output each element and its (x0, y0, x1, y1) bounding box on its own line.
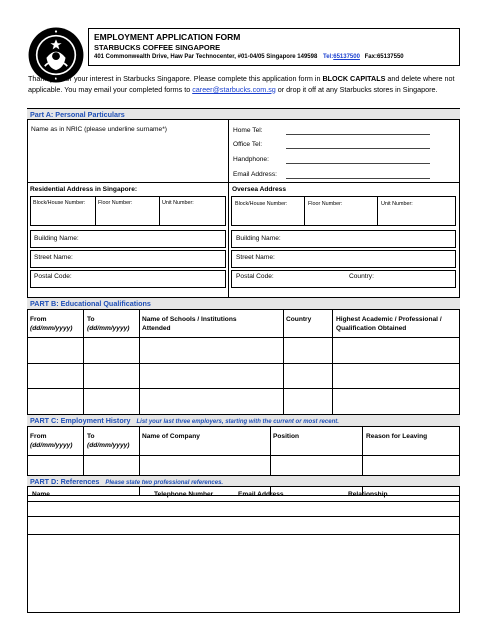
ref-col-email: Email Address (238, 491, 284, 498)
company-name: STARBUCKS COFFEE SINGAPORE (94, 43, 221, 52)
edu-row-line-2 (27, 363, 460, 364)
edu-to-label: To (87, 316, 95, 323)
edu-col-line-2 (139, 310, 140, 414)
res-unit-label: Unit Number: (162, 200, 194, 206)
intro-paragraph (28, 74, 463, 95)
name-label: Name as in NRIC (please underline surname*) (31, 126, 167, 133)
res-postal-label: Postal Code: (34, 273, 72, 280)
part-d-title-wrap (30, 477, 223, 486)
tel-link[interactable]: 65137500 (333, 54, 360, 60)
ref-col-name: Name (32, 491, 50, 498)
overseas-address-label: Oversea Address (232, 186, 287, 193)
emp-col-position: Position (273, 433, 300, 440)
ovs-postal-label: Postal Code: (236, 273, 274, 280)
part-a-rule (27, 182, 460, 183)
ref-col-phone: Telephone Number (154, 491, 214, 498)
edu-col-qualification (336, 315, 442, 333)
part-d-title: PART D: References (30, 477, 100, 486)
form-title: EMPLOYMENT APPLICATION FORM (94, 32, 241, 42)
ref-row-line-3 (27, 534, 460, 535)
edu-row-line-1 (27, 337, 460, 338)
res-street-label: Street Name: (34, 254, 73, 261)
edu-col-to (87, 315, 130, 333)
edu-qual-label-2: Qualification Obtained (336, 325, 407, 332)
part-b-title: PART B: Educational Qualifications (30, 299, 151, 308)
res-building-label: Building Name: (34, 235, 79, 242)
part-c-note: List your last three employers, starting with the current or most recent. (136, 419, 339, 425)
part-d-header (27, 475, 460, 487)
ref-row-line-1 (27, 501, 460, 502)
emp-col-to (87, 432, 130, 450)
ovs-unit-label: Unit Number: (381, 201, 413, 207)
emp-col-company: Name of Company (142, 433, 200, 440)
part-d-note: Please state two professional references. (105, 480, 224, 486)
emp-from-label: From (30, 433, 47, 440)
email-address-label: Email Address: (233, 171, 277, 178)
email-address-field[interactable] (286, 178, 430, 179)
edu-col-from (30, 315, 73, 333)
part-c-header (27, 414, 460, 427)
edu-to-format: (dd/mm/yyyy) (87, 325, 130, 332)
edu-school-label: Name of Schools / Institutions (142, 316, 237, 323)
intro-text-a: Thank you for your interest in Starbucks Singapore. Please complete this application form in (28, 74, 323, 83)
company-address: 401 Commonwealth Drive, Haw Par Technocenter, #01-04/05 Singapore 149598 (94, 54, 318, 60)
edu-from-format: (dd/mm/yyyy) (30, 325, 73, 332)
emp-to-label: To (87, 433, 95, 440)
part-a-header (27, 108, 460, 120)
handphone-field[interactable] (286, 163, 430, 164)
ovs-box-divider-2 (377, 196, 378, 226)
home-tel-label: Home Tel: (233, 127, 263, 134)
fax-number: Fax:65137550 (364, 54, 404, 60)
res-floor-label: Floor Number: (98, 200, 133, 206)
intro-bold: BLOCK CAPITALS (322, 74, 386, 83)
header-box (88, 28, 460, 66)
tel-label: Tel: (323, 54, 334, 60)
residential-address-label: Residential Address in Singapore: (30, 186, 138, 193)
ovs-block-house-label: Block/House Number: (235, 201, 288, 207)
emp-col-line-1 (83, 427, 84, 476)
ovs-country-label: Country: (349, 273, 374, 280)
edu-qual-label: Highest Academic / Professional / (336, 316, 442, 323)
edu-col-line-3 (283, 310, 284, 414)
part-a-title: Part A: Personal Particulars (30, 110, 125, 119)
edu-col-line-4 (332, 310, 333, 414)
ovs-floor-label: Floor Number: (308, 201, 343, 207)
edu-col-line-1 (83, 310, 84, 414)
company-address-line (94, 53, 454, 62)
part-c-title-wrap (30, 416, 339, 425)
emp-from-format: (dd/mm/yyyy) (30, 442, 73, 449)
ref-row-line-2 (27, 516, 460, 517)
form-frame (27, 108, 460, 613)
emp-to-format: (dd/mm/yyyy) (87, 442, 130, 449)
emp-col-from (30, 432, 73, 450)
edu-row-line-3 (27, 388, 460, 389)
ovs-box-divider-1 (304, 196, 305, 226)
edu-col-school (142, 315, 237, 333)
office-tel-field[interactable] (286, 148, 430, 149)
intro-text-b: and delete where not applicable. You may email your completed forms to (28, 74, 455, 94)
handphone-label: Handphone: (233, 156, 269, 163)
office-tel-label: Office Tel: (233, 141, 263, 148)
res-box-divider-2 (159, 196, 160, 226)
res-box-divider-1 (95, 196, 96, 226)
emp-row-line-1 (27, 455, 460, 456)
part-b-header (27, 297, 460, 310)
email-link[interactable]: career@starbucks.com.sg (192, 84, 276, 94)
part-a-divider (228, 120, 229, 297)
intro-text-c: or drop it off at any Starbucks stores in Singapore. (275, 84, 438, 94)
emp-col-reason: Reason for Leaving (366, 433, 428, 440)
edu-from-label: From (30, 316, 47, 323)
ovs-street-label: Street Name: (236, 254, 275, 261)
part-c-title: PART C: Employment History (30, 416, 131, 425)
ovs-building-label: Building Name: (236, 235, 281, 242)
ref-col-relationship: Relationship (348, 491, 388, 498)
edu-school-label-2: Attended (142, 325, 171, 332)
res-block-house-label: Block/House Number: (33, 200, 86, 206)
edu-col-country: Country (286, 316, 312, 323)
home-tel-field[interactable] (286, 134, 430, 135)
